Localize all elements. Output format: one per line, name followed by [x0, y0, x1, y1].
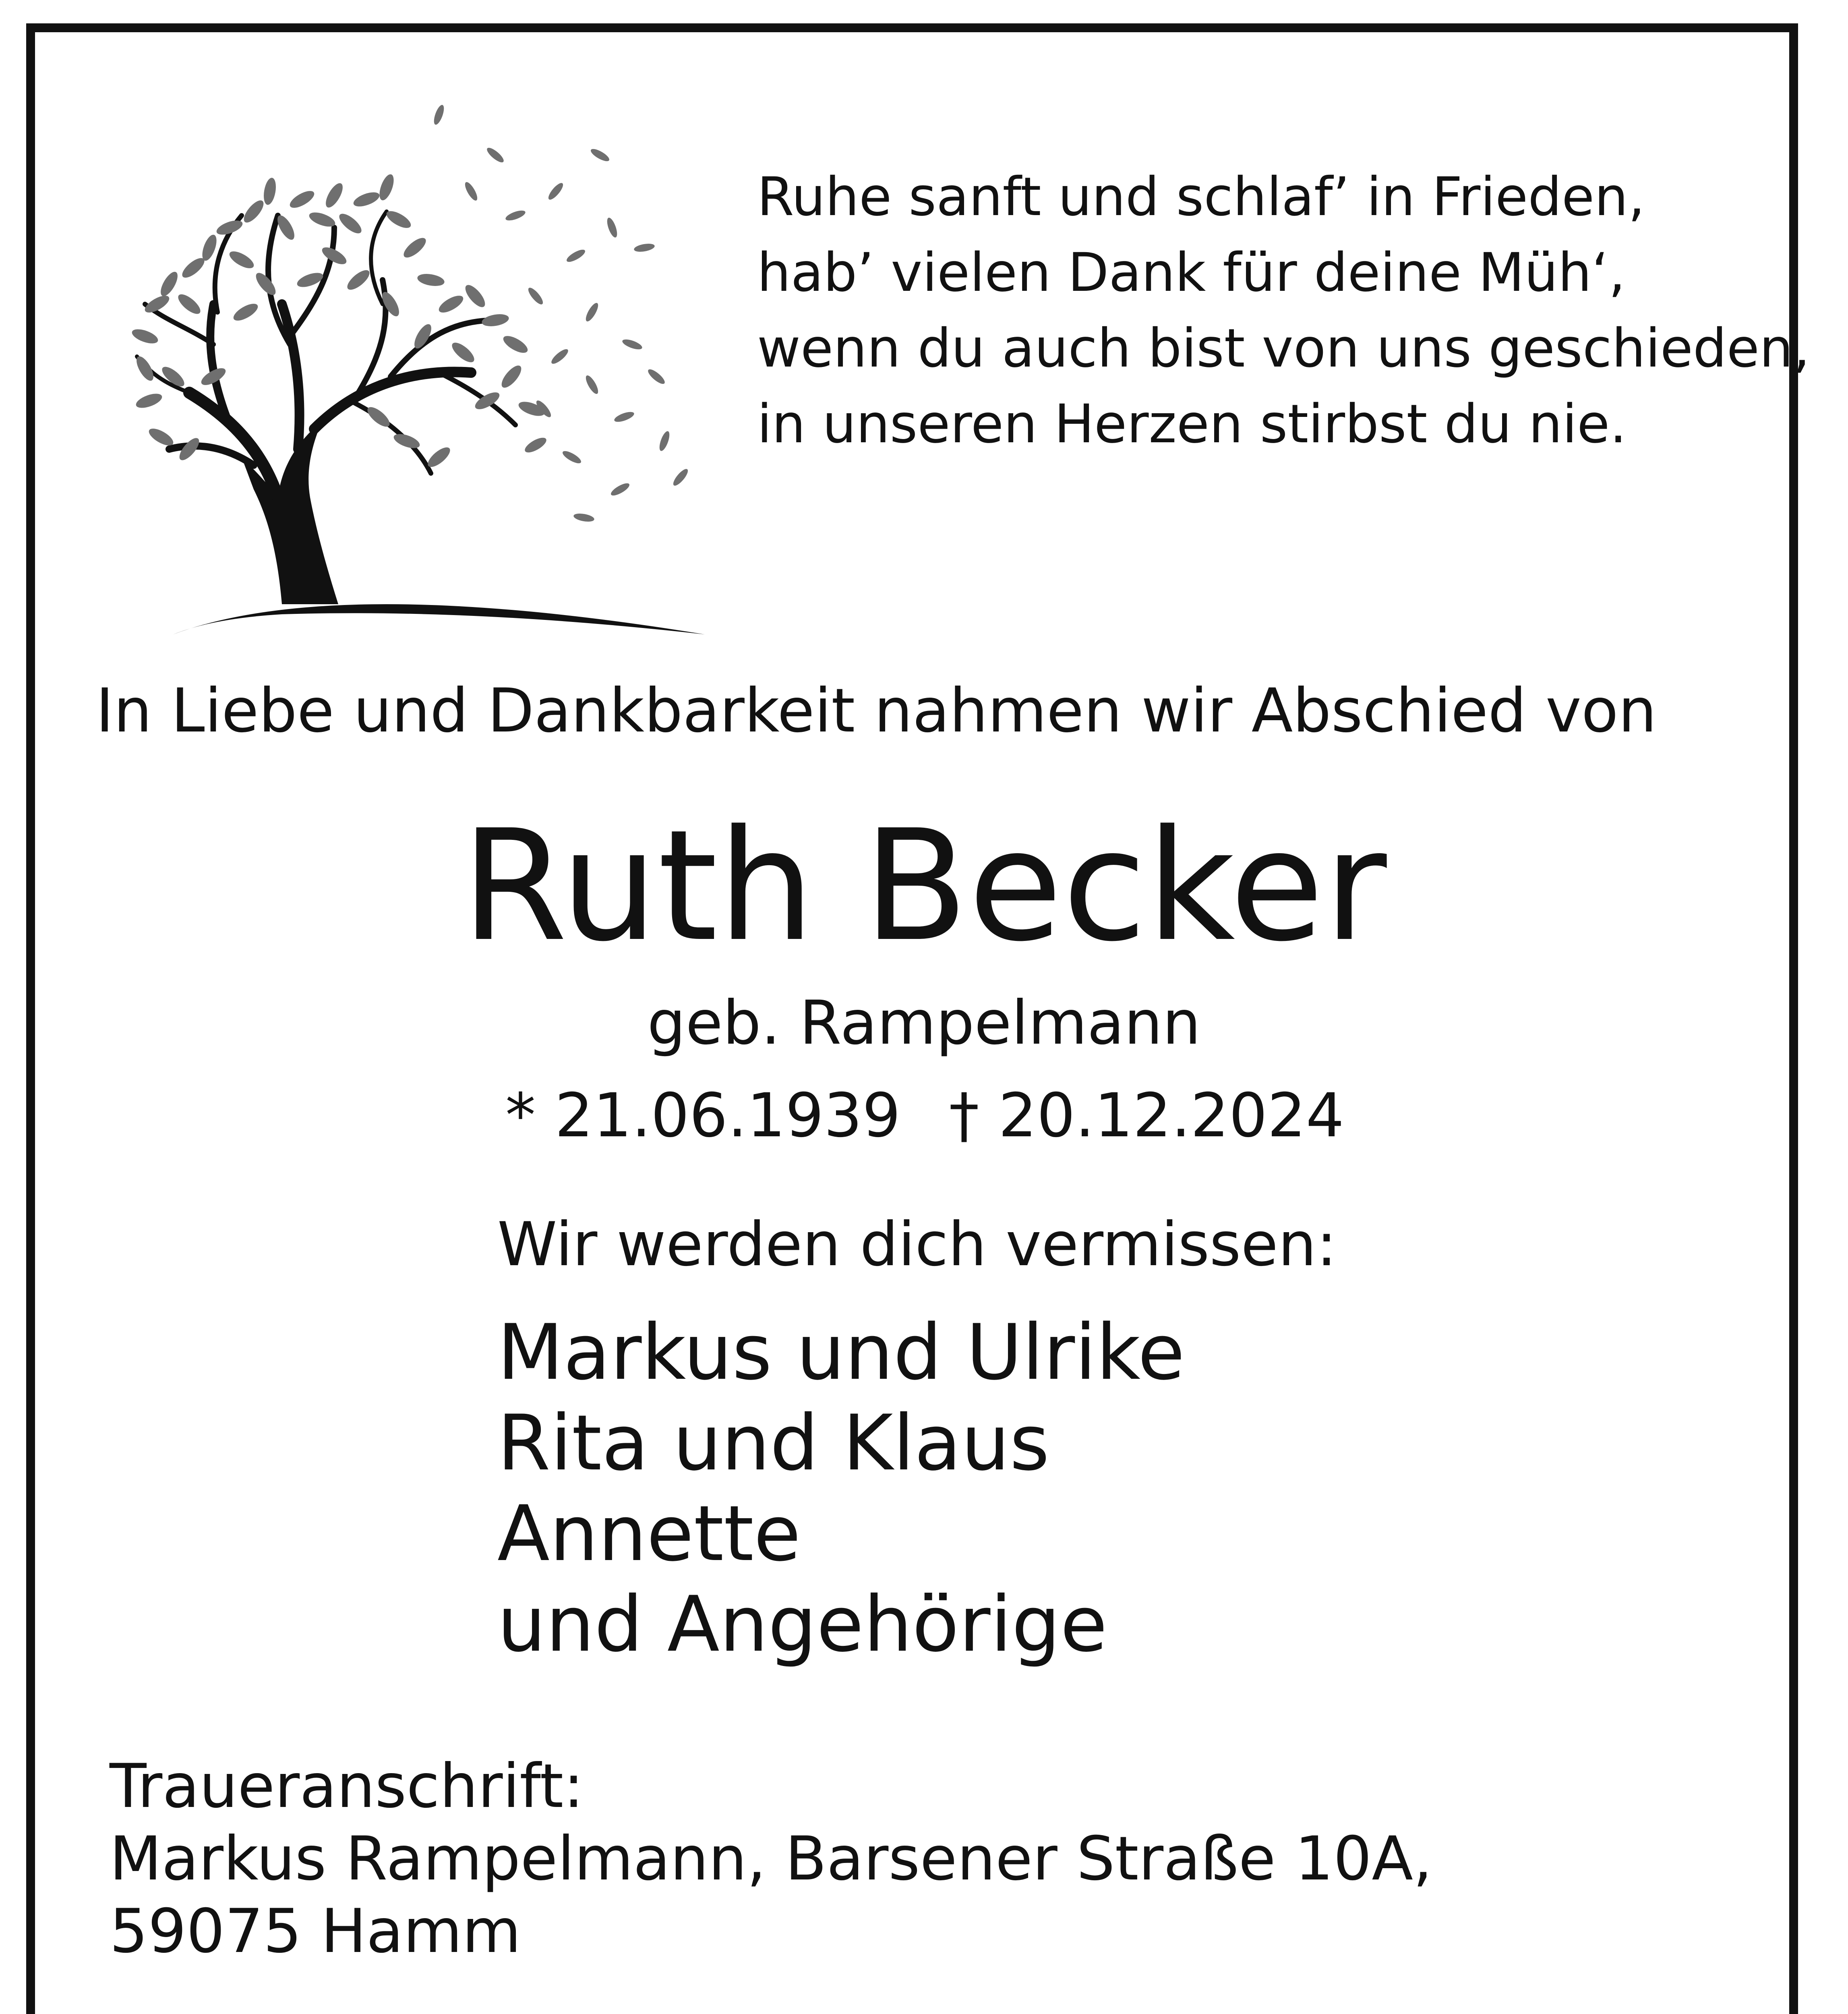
farewell-intro: In Liebe und Dankbarkeit nahmen wir Abschied von — [96, 676, 1657, 746]
address-city: 59075 Hamm — [110, 1896, 521, 1966]
address-street: Markus Rampelmann, Barsener Straße 10A, — [110, 1824, 1432, 1894]
mourning-address — [110, 1750, 1432, 1968]
birth-date: * 21.06.1939 — [505, 1081, 901, 1151]
poem-line: Ruhe sanft und schlaf’ in Frieden, — [757, 166, 1645, 228]
poem-line: wenn du auch bist von uns geschieden, — [757, 317, 1810, 379]
mourners-list — [497, 1307, 1185, 1670]
poem-line: hab’ vielen Dank für deine Müh‘, — [757, 242, 1626, 304]
mourners-heading: Wir werden dich vermissen: — [497, 1210, 1337, 1280]
tree-with-falling-leaves-icon — [109, 95, 725, 651]
address-label: Traueranschrift: — [110, 1751, 584, 1821]
poem-verse — [757, 159, 1810, 462]
mourner-name: Markus und Ulrike — [497, 1308, 1185, 1397]
poem-line: in unseren Herzen stirbst du nie. — [757, 393, 1627, 455]
deceased-name: Ruth Becker — [461, 797, 1387, 975]
birth-name: geb. Rampelmann — [647, 988, 1201, 1058]
mourner-name: und Angehörige — [497, 1580, 1107, 1669]
life-dates — [505, 1075, 1344, 1156]
mourner-name: Rita und Klaus — [497, 1399, 1050, 1488]
death-date: † 20.12.2024 — [949, 1081, 1345, 1151]
mourner-name: Annette — [497, 1489, 801, 1578]
